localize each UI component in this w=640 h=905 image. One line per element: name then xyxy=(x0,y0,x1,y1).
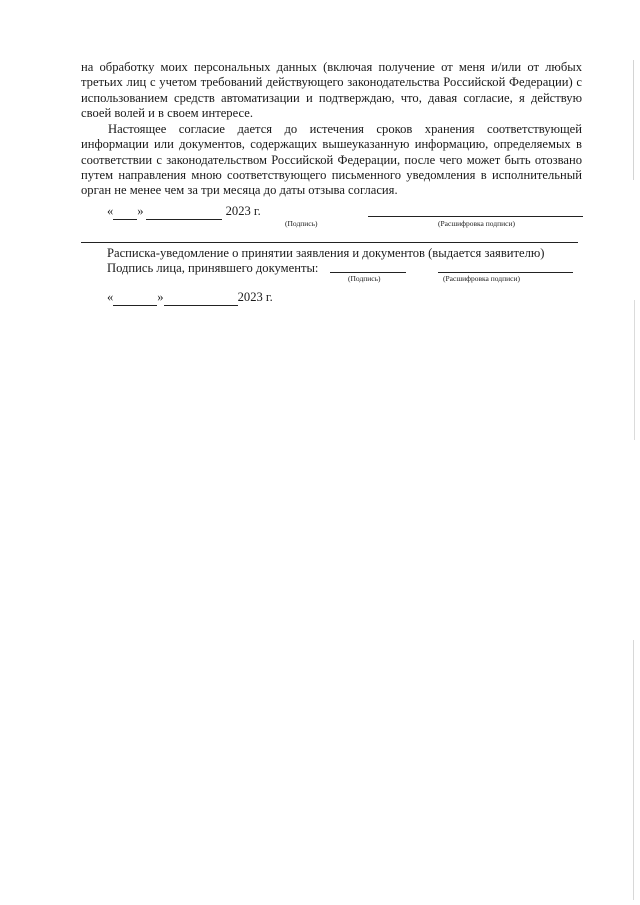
date-year: 2023 г. xyxy=(225,204,261,218)
receipt-date-open-quote: « xyxy=(107,290,114,304)
receipt-date-close-quote: » xyxy=(157,290,164,304)
signature-caption: (Подпись) xyxy=(285,219,318,228)
receipt-date-line xyxy=(107,290,273,306)
receipt-signature-caption: (Подпись) xyxy=(348,274,381,283)
receipt-signature-line xyxy=(330,272,406,273)
date-close-quote: » xyxy=(137,204,144,218)
day-blank xyxy=(113,204,137,220)
date-open-quote: « xyxy=(107,204,114,218)
receipt-month-blank xyxy=(164,290,238,306)
receipt-transcript-caption: (Расшифровка подписи) xyxy=(443,274,520,283)
receipt-date-year: 2023 г. xyxy=(237,290,273,304)
consent-paragraph-1: на обработку моих персональных данных (включая получение от меня и/или от любых третьих лиц с учетом требований действующего законодательства Российской Федерации) с использованием средств автоматизации и подтверждаю, что, давая согласие, я действую своей волей и в своем интересе. xyxy=(81,60,582,120)
receipt-day-blank xyxy=(113,290,157,306)
transcript-caption: (Расшифровка подписи) xyxy=(438,219,515,228)
scan-edge-artifact xyxy=(633,60,634,180)
receipt-transcript-line xyxy=(438,272,573,273)
receipt-title: Расписка-уведомление о принятии заявления и документов (выдается заявителю) xyxy=(107,246,545,260)
scan-edge-artifact xyxy=(633,640,634,900)
receipt-signer-label: Подпись лица, принявшего документы: xyxy=(107,261,319,275)
section-separator xyxy=(81,242,578,243)
consent-paragraph-2: Настоящее согласие дается до истечения сроков хранения соответствующей информации или документов, содержащих вышеуказанную информацию, определяемых в соответствии с законодательством Российской Федерации, после чего может быть отозвано путем направления мною соответствующего письменного уведомления в исполнительный орган не менее чем за три месяца до даты отзыва согласия. xyxy=(81,122,582,198)
month-blank xyxy=(146,204,222,220)
signature-transcript-line xyxy=(368,216,583,217)
signature-date-line xyxy=(107,204,261,220)
scan-edge-artifact xyxy=(634,300,635,440)
